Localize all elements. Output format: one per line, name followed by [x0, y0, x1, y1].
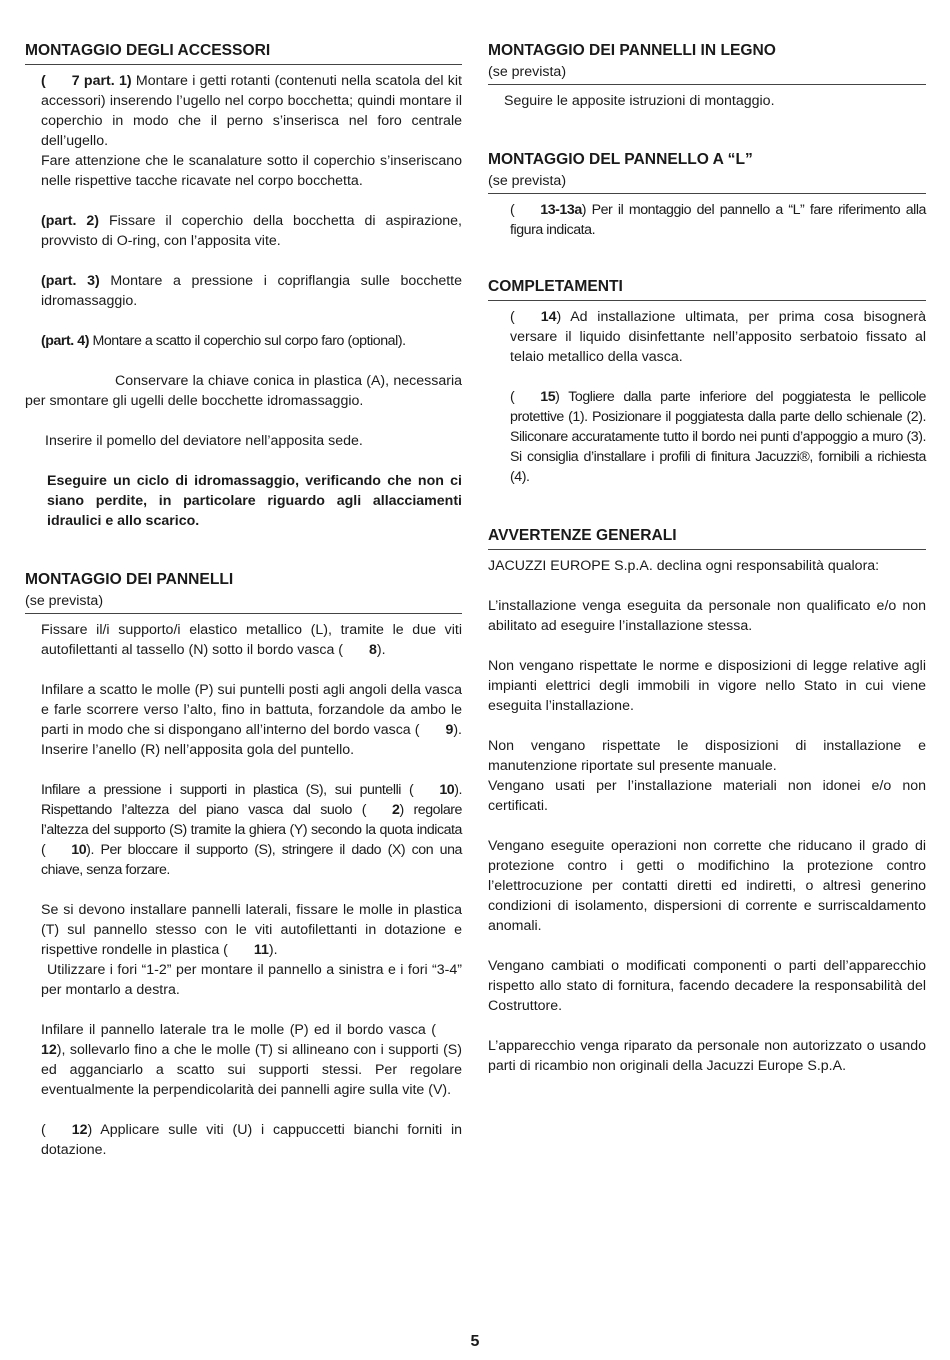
paragraph: Vengano eseguite operazioni non corrette che riducano il grado di protezione contro i getti o modifichino la protezione contro l’elettrocuzione per contatti diretti ed indiretti, o altresì generino condizioni di isolamento, dispersioni di corrente e surriscaldamento anomali.: [488, 838, 926, 934]
section-title-completamenti: COMPLETAMENTI: [488, 278, 623, 295]
paragraph: ( 7 part. 1) Montare i getti rotanti (contenuti nella scatola del kit accessori) inserendo l’ugello nel corpo bocchetta; quindi montare il coperchio in modo che il perno s’inserisca nel foro centrale dell’ugello.: [41, 73, 462, 149]
section-subtitle: (se prevista): [488, 173, 567, 189]
section-body-completamenti: [488, 307, 926, 487]
paragraph: ( 14) Ad installazione ultimata, per prima cosa bisognerà versare il liquido disinfettante nell’apposito serbatoio fissato al telaio metallico della vasca.: [510, 309, 926, 365]
paragraph: L’apparecchio venga riparato da personale non autorizzato o usando parti di ricambio non originali della Jacuzzi Europe S.p.A.: [488, 1038, 926, 1074]
paragraph: Utilizzare i fori “1-2” per montare il pannello a sinistra e i fori “3-4” per montarlo a destra.: [41, 962, 462, 998]
figure-ref: 13-13a: [540, 202, 582, 218]
figure-ref: 12: [41, 1042, 57, 1058]
paragraph-note: Conservare la chiave conica in plastica (A), necessaria per smontare gli ugelli delle bocchette idromassaggio.: [25, 373, 462, 409]
paragraph: Inserire il pomello del deviatore nell’apposita sede.: [45, 433, 363, 449]
figure-ref: 7 part. 1): [71, 73, 132, 89]
paragraph: (part. 4) Montare a scatto il coperchio sul corpo faro (optional).: [41, 333, 406, 349]
right-column: [488, 40, 926, 1076]
section-body-pannello-l: [488, 200, 926, 240]
part-ref: (part. 2): [41, 213, 100, 229]
paragraph: ( 12) Applicare sulle viti (U) i cappuccetti bianchi forniti in dotazione.: [41, 1122, 462, 1158]
figure-ref: 9: [445, 722, 454, 738]
figure-ref: 8: [369, 642, 377, 658]
paragraph: L’installazione venga eseguita da personale non qualificato e/o non abilitato ad eseguire l’installazione stessa.: [488, 598, 926, 634]
section-body-accessori: [25, 71, 462, 371]
paragraph: Seguire le apposite istruzioni di montaggio.: [504, 93, 775, 109]
left-column: [25, 40, 462, 1160]
figure-ref: 12: [71, 1122, 88, 1138]
section-subtitle: (se prevista): [488, 64, 567, 80]
section-title-pannello-l: MONTAGGIO DEL PANNELLO A “L”: [488, 151, 753, 168]
part-ref: (part. 4): [41, 333, 89, 349]
paragraph: Infilare a scatto le molle (P) sui puntelli posti agli angoli della vasca e farle scorrere verso l’alto, fino in battuta, forzandole da ambo le parti in modo che si dispongano all’interno del bordo vasca ( 9). Inserire l’anello (R) nell’apposita gola del puntello.: [41, 682, 462, 758]
paragraph: Infilare a pressione i supporti in plastica (S), sui puntelli ( 10). Rispettando l’altezza del piano vasca dal suolo ( 2) regolare l’altezza del supporto (S) tramite la ghiera (Y) secondo la quota indicata ( 10). Per bloccare il supporto (S), stringere il dado (X) con una chiave, senza forzare.: [41, 782, 462, 878]
paragraph: Vengano usati per l’installazione materiali non idonei e/o non certificati.: [488, 778, 926, 814]
figure-ref: 10: [439, 782, 455, 798]
paragraph: (part. 3) Montare a pressione i copriflangia sulle bocchette idromassaggio.: [41, 273, 462, 309]
section-subtitle: (se prevista): [25, 593, 104, 609]
paragraph: Infilare il pannello laterale tra le molle (P) ed il bordo vasca (12), sollevarlo fino a che le molle (T) si allineano con i supporti (S) ed agganciarlo a scatto sui supporti stessi. Per regolare eventualmente la perpendicolarità dei pannelli agire sulla vite (V).: [41, 1022, 462, 1098]
paragraph: ( 15) Togliere dalla parte inferiore del poggiatesta le pellicole protettive (1). Posizionare il poggiatesta dalla parte dello schienale (2). Siliconare accuratamente tutto il bordo nei punti d’appoggio a muro (3). Si consiglia d’installare i profili di finitura Jacuzzi®, fornibili a richiesta (4).: [510, 389, 926, 485]
paragraph: Non vengano rispettate le disposizioni di installazione e manutenzione riportate sul presente manuale.: [488, 738, 926, 774]
paragraph: JACUZZI EUROPE S.p.A. declina ogni responsabilità qualora:: [488, 558, 880, 574]
section-body-pannelli: [25, 620, 462, 1160]
part-ref: (part. 3): [41, 273, 100, 289]
section-body-legno: [488, 91, 926, 111]
paragraph: Fissare il/i supporto/i elastico metallico (L), tramite le due viti autofilettanti al tassello (N) sotto il bordo vasca ( 8).: [41, 622, 462, 658]
figure-ref: 10: [71, 842, 87, 858]
section-title-pannelli: MONTAGGIO DEI PANNELLI: [25, 571, 234, 588]
figure-ref: 14: [540, 309, 557, 325]
figure-ref: 2: [392, 802, 400, 818]
paragraph: Vengano cambiati o modificati componenti o parti dell’apparecchio rispetto allo stato di fornitura, facendo decadere la responsabilità del Costruttore.: [488, 958, 926, 1014]
paragraph: Non vengano rispettate le norme e disposizioni di legge relative agli impianti elettrici degli immobili in vigore nello Stato in cui viene eseguita l’installazione.: [488, 658, 926, 714]
page-number: 5: [470, 1333, 480, 1350]
section-title-avvertenze: AVVERTENZE GENERALI: [488, 527, 677, 544]
paragraph: ( 13-13a) Per il montaggio del pannello a “L” fare riferimento alla figura indicata.: [510, 202, 926, 238]
paragraph: (part. 2) Fissare il coperchio della bocchetta di aspirazione, provvisto di O-ring, con l’apposita vite.: [41, 213, 462, 249]
section-body-avvertenze: [488, 556, 926, 1076]
section-title-accessori: MONTAGGIO DEGLI ACCESSORI: [25, 42, 271, 59]
paragraph-bold-note: Eseguire un ciclo di idromassaggio, verificando che non ci siano perdite, in particolare riguardo agli allacciamenti idraulici e allo scarico.: [47, 473, 462, 529]
paragraph: Se si devono installare pannelli laterali, fissare le molle in plastica (T) sul pannello stesso con le viti autofilettanti in dotazione e rispettive rondelle in plastica ( 11).: [41, 902, 462, 958]
section-title-legno: MONTAGGIO DEI PANNELLI IN LEGNO: [488, 42, 776, 59]
paragraph: Fare attenzione che le scanalature sotto il coperchio s’inseriscano nelle rispettive tacche ricavate nel corpo bocchetta.: [41, 153, 462, 189]
figure-ref: 15: [540, 389, 556, 405]
figure-ref: 11: [253, 942, 269, 958]
